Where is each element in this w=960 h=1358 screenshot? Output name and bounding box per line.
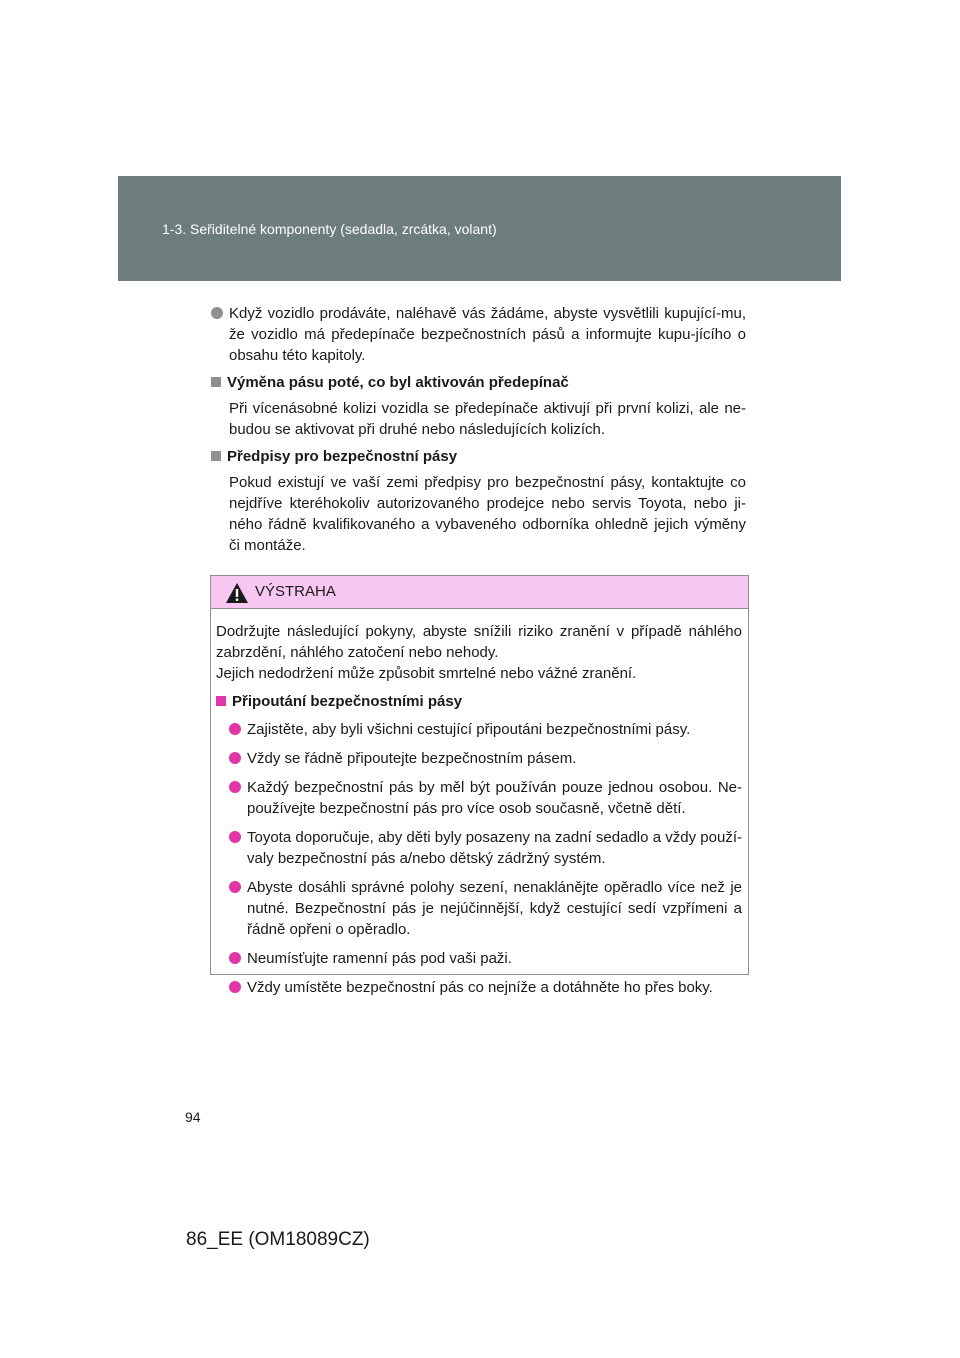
section-title: 1-3. Seřiditelné komponenty (sedadla, zrcátka, volant) — [162, 221, 497, 237]
bullet-dot-icon — [229, 781, 241, 793]
list-item-text: Vždy se řádně připoutejte bezpečnostním pásem. — [247, 750, 577, 767]
intro-bullet — [211, 303, 746, 366]
header-band — [118, 176, 841, 281]
section-text: Pokud existují ve vaší zemi předpisy pro bezpečnostní pásy, kontaktujte co nejdříve kteréhokoliv autorizovaného prodejce nebo servis Toyota, nebo ji-ného řádně kvalifikovaného a vybaveného odborníka ohledně jejich výměny či montáže. — [229, 474, 746, 554]
section-heading — [211, 446, 746, 467]
main-content — [211, 303, 746, 562]
bullet-dot-icon — [229, 952, 241, 964]
bullet-dot-icon — [229, 752, 241, 764]
list-item-text: Neumísťujte ramenní pás pod vaši paži. — [247, 950, 512, 967]
square-bullet-icon — [211, 377, 221, 387]
bullet-dot-icon — [229, 981, 241, 993]
warning-intro-line2: Jejich nedodržení může způsobit smrtelné nebo vážné zranění. — [216, 665, 637, 682]
list-item-text: Abyste dosáhli správné polohy sezení, nenaklánějte opěradlo více než je nutné. Bezpečnostní pás je nejúčinnější, když cestující sedí vzpřímeni a řádně opřeni o opěradlo. — [247, 879, 742, 938]
bullet-dot-icon — [211, 307, 223, 319]
square-bullet-icon — [211, 451, 221, 461]
warning-intro-line1: Dodržujte následující pokyny, abyste snížili riziko zranění v případě náhlého zabrzdění, náhlého zatočení nebo nehody. — [216, 623, 742, 661]
warning-subheading — [216, 691, 742, 712]
list-item — [216, 748, 742, 769]
list-item-text: Toyota doporučuje, aby děti byly posazeny na zadní sedadlo a vždy použí-valy bezpečnostní pás a/nebo dětský zádržný systém. — [247, 829, 742, 867]
square-bullet-icon — [216, 696, 226, 706]
section-heading — [211, 372, 746, 393]
warning-body — [211, 609, 748, 998]
list-item — [216, 948, 742, 969]
section-text: Při vícenásobné kolizi vozidla se předepínače aktivují při první kolizi, ale ne-budou se aktivovat při druhé nebo následujících kolizích. — [229, 400, 746, 438]
list-item — [216, 827, 742, 869]
warning-intro — [216, 621, 742, 684]
list-item — [216, 777, 742, 819]
list-item — [216, 977, 742, 998]
page-number: 94 — [185, 1109, 201, 1125]
warning-triangle-icon — [225, 582, 249, 604]
intro-bullet-text: Když vozidlo prodáváte, naléhavě vás žádáme, abyste vysvětlili kupující-mu, že vozidlo má předepínače bezpečnostních pásů a informujte kupu-jícího o obsahu této kapitoly. — [229, 305, 746, 364]
section-heading-text: Předpisy pro bezpečnostní pásy — [227, 448, 458, 465]
list-item-text: Vždy umístěte bezpečnostní pás co nejníže a dotáhněte ho přes boky. — [247, 979, 713, 996]
list-item — [216, 877, 742, 940]
bullet-dot-icon — [229, 723, 241, 735]
warning-header — [211, 576, 748, 609]
warning-subheading-text: Připoutání bezpečnostními pásy — [232, 693, 463, 710]
bullet-dot-icon — [229, 881, 241, 893]
warning-box — [210, 575, 749, 996]
list-item-text: Zajistěte, aby byli všichni cestující připoutáni bezpečnostními pásy. — [247, 721, 691, 738]
warning-title: VÝSTRAHA — [255, 583, 336, 600]
list-item-text: Každý bezpečnostní pás by měl být používán pouze jednou osobou. Ne-používejte bezpečnostní pás pro více osob současně, včetně dětí. — [247, 779, 742, 817]
section-heading-text: Výměna pásu poté, co byl aktivován předepínač — [227, 374, 569, 391]
list-item — [216, 719, 742, 740]
bullet-dot-icon — [229, 831, 241, 843]
footer-code: 86_EE (OM18089CZ) — [186, 1229, 370, 1250]
